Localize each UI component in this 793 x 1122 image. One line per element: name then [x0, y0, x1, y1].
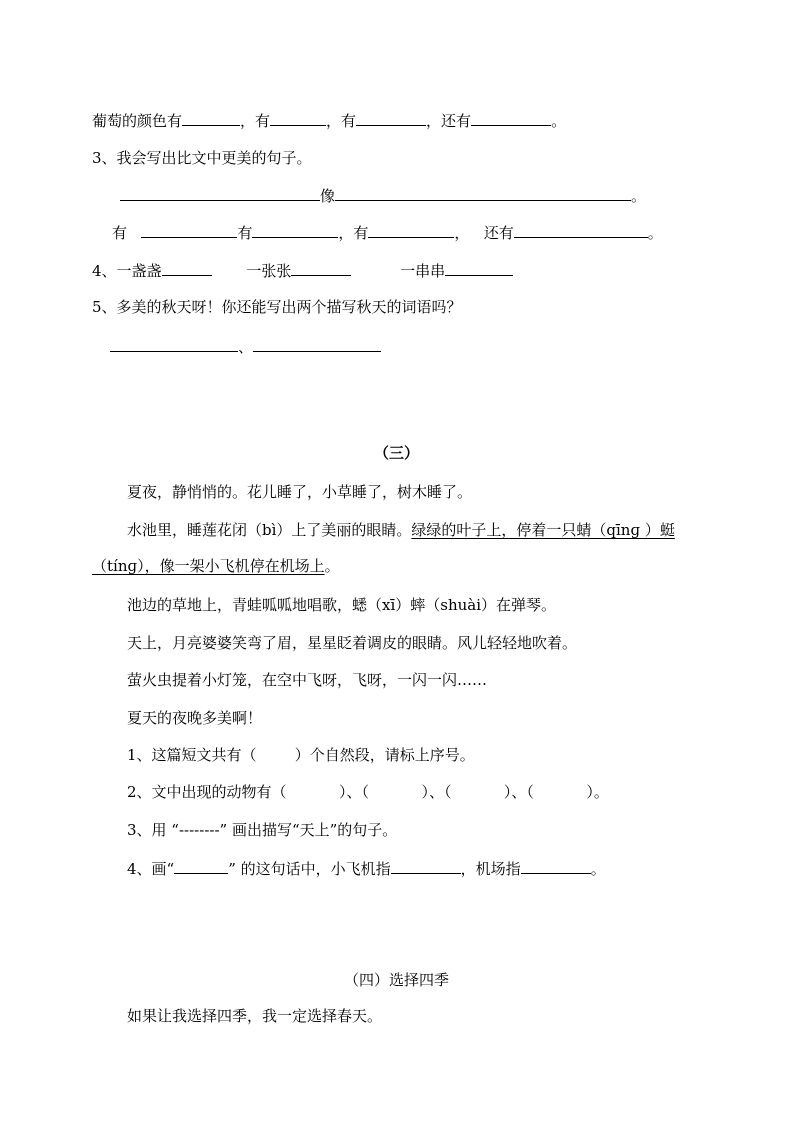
grape-text-3: ，有	[326, 112, 357, 130]
section-3-heading: （三）	[373, 444, 419, 462]
grape-text-2: ，有	[240, 112, 271, 130]
passage-paragraph-4: 天上，月亮婆婆笑弯了眉，星星眨着调皮的眼睛。风儿轻轻地吹着。	[127, 634, 578, 652]
answer-blank[interactable]	[110, 336, 238, 352]
answer-blank[interactable]	[253, 336, 381, 352]
section-4-paragraph-1: 如果让我选择四季，我一定选择春天。	[127, 1007, 383, 1025]
grape-color-line	[92, 110, 566, 131]
you-text-3: ，有	[338, 224, 369, 242]
section-3-question-3: 3、用 “--------” 画出描写“天上”的句子。	[127, 821, 398, 839]
answer-blank[interactable]	[445, 260, 513, 276]
q4-text-3: 一串串	[400, 262, 446, 280]
s3q4-text-1: 4、画“	[127, 860, 175, 878]
s3q4-text-2: ” 的这句话中，小飞机指	[228, 860, 391, 878]
passage-paragraph-3: 池边的草地上，青蛙呱呱地唱歌，蟋（xī）蟀（shuài）在弹琴。	[127, 596, 557, 614]
q4-text-2: 一张张	[246, 262, 292, 280]
answer-blank[interactable]	[514, 222, 648, 238]
answer-blank[interactable]	[291, 260, 351, 276]
passage-paragraph-1: 夏夜，静悄悄的。花儿睡了，小草睡了，树木睡了。	[127, 483, 473, 501]
answer-blank[interactable]	[356, 110, 426, 126]
paragraph-2-underlined: 绿绿的叶子上，停着一只蜻（qīnɡ ）蜓	[411, 521, 675, 539]
paragraph-2-plain: 水池里，睡莲花闭（bì）上了美丽的眼睛。	[127, 521, 412, 539]
you-text-6: 。	[647, 224, 663, 242]
section-3-question-1: 1、这篇短文共有（ ）个自然段，请标上序号。	[127, 746, 475, 764]
xiang-end: 。	[631, 187, 647, 205]
answer-blank[interactable]	[368, 222, 454, 238]
s3q4-text-3: ，机场指	[460, 860, 521, 878]
grape-text-5: 。	[551, 112, 567, 130]
grape-text-4: ，还有	[426, 112, 472, 130]
passage-paragraph-6: 夏天的夜晚多美啊！	[127, 709, 263, 727]
you-text-5: 还有	[483, 224, 514, 242]
you-text-2: 有	[237, 224, 253, 242]
answer-blank[interactable]	[252, 222, 338, 238]
answer-blank[interactable]	[141, 222, 237, 238]
you-text-4: ，	[454, 224, 470, 242]
question-4	[92, 260, 513, 281]
q5-separator: 、	[238, 338, 254, 356]
question-5: 5、多美的秋天呀！你还能写出两个描写秋天的词语吗？	[92, 298, 462, 316]
answer-blank[interactable]	[120, 185, 320, 201]
you-text-1: 有	[112, 224, 128, 242]
passage-paragraph-2	[127, 520, 675, 540]
answer-blank[interactable]	[174, 858, 228, 874]
q4-text-1: 4、一盏盏	[92, 262, 162, 280]
paragraph-2-cont-end: 。	[324, 557, 340, 575]
answer-blank[interactable]	[270, 110, 326, 126]
answer-blank[interactable]	[162, 260, 212, 276]
xiang-sentence-line	[120, 185, 646, 206]
you-sentence-line	[112, 222, 663, 243]
section-3-question-4	[127, 858, 606, 879]
s3q4-text-4: 。	[590, 860, 606, 878]
answer-blank[interactable]	[521, 858, 591, 874]
xiang-text: 像	[320, 187, 336, 205]
answer-blank[interactable]	[391, 858, 461, 874]
passage-paragraph-2-cont	[92, 556, 340, 576]
passage-paragraph-5: 萤火虫提着小灯笼，在空中飞呀，飞呀，一闪一闪……	[127, 671, 488, 689]
answer-blank[interactable]	[471, 110, 551, 126]
paragraph-2-cont-underlined: （tínɡ），像一架小飞机停在机场上	[92, 557, 325, 575]
autumn-words-line	[110, 336, 381, 357]
section-3-question-2: 2、文中出现的动物有（ ）、（ ）、（ ）、（ ）。	[127, 783, 609, 801]
answer-blank[interactable]	[335, 185, 631, 201]
grape-text-1: 葡萄的颜色有	[92, 112, 183, 130]
answer-blank[interactable]	[182, 110, 240, 126]
question-3: 3、我会写出比文中更美的句子。	[92, 149, 312, 167]
section-4-heading: （四）选择四季	[343, 971, 449, 989]
